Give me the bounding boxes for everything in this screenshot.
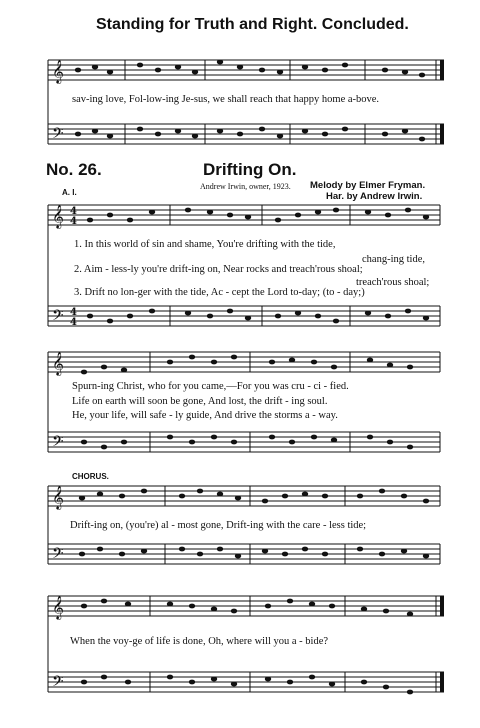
verse-2-continuation: treach'rous shoal; bbox=[356, 277, 430, 288]
final-line: When the voy-ge of life is done, Oh, where will you a - bide? bbox=[70, 636, 329, 647]
svg-text:𝄢: 𝄢 bbox=[52, 125, 64, 146]
verse-1-continuation: chang-ing tide, bbox=[362, 254, 425, 265]
system-2-line-3: He, your life, will safe - ly guide, And drive the storms a - way. bbox=[72, 410, 338, 421]
melody-credit: Melody by Elmer Fryman. bbox=[310, 180, 426, 191]
svg-text:𝄞: 𝄞 bbox=[52, 351, 64, 375]
svg-text:4: 4 bbox=[70, 216, 77, 227]
chorus-label: CHORUS. bbox=[72, 472, 109, 481]
svg-text:𝄢: 𝄢 bbox=[52, 545, 64, 566]
system-2-line-1: Spurn-ing Christ, who for you came,—For you was cru - ci - fied. bbox=[72, 381, 349, 392]
svg-text:𝄞: 𝄞 bbox=[52, 485, 64, 509]
music-staff-system-final bbox=[0, 590, 480, 710]
music-staff-system-chorus bbox=[0, 478, 480, 588]
previous-hymn-lyric: sav-ing love, Fol-low-ing Je-sus, we shall reach that happy home a-bove. bbox=[72, 94, 380, 105]
svg-text:4: 4 bbox=[70, 206, 77, 217]
svg-text:4: 4 bbox=[70, 307, 77, 318]
svg-text:𝄞: 𝄞 bbox=[52, 204, 64, 228]
hymn-title: Drifting On. bbox=[203, 160, 297, 179]
hymn-number: No. 26. bbox=[46, 160, 102, 179]
copyright-note: Andrew Irwin, owner, 1923. bbox=[200, 182, 291, 191]
svg-text:4: 4 bbox=[70, 317, 77, 328]
svg-text:𝄞: 𝄞 bbox=[52, 59, 64, 83]
verse-1-line: 1. In this world of sin and shame, You're drifting with the tide, bbox=[74, 239, 336, 250]
harmony-credit: Har. by Andrew Irwin. bbox=[326, 191, 423, 202]
svg-text:𝄢: 𝄢 bbox=[52, 673, 64, 694]
previous-hymn-title: Standing for Truth and Right. Concluded. bbox=[96, 16, 409, 33]
system-2-line-2: Life on earth will soon be gone, And lost, the drift - ing soul. bbox=[72, 396, 328, 407]
verse-3-line: 3. Drift no lon-ger with the tide, Ac - cept the Lord to-day; (to - day;) bbox=[74, 287, 365, 298]
svg-text:𝄢: 𝄢 bbox=[52, 307, 64, 328]
svg-text:𝄞: 𝄞 bbox=[52, 595, 64, 619]
chorus-line-1: Drift-ing on, (you're) al - most gone, Drift-ing with the care - less tide; bbox=[70, 520, 367, 531]
author-initials: A. I. bbox=[62, 188, 77, 197]
verse-2-line: 2. Aim - less-ly you're drift-ing on, Near rocks and treach'rous shoal; bbox=[74, 264, 363, 275]
svg-text:𝄢: 𝄢 bbox=[52, 433, 64, 454]
